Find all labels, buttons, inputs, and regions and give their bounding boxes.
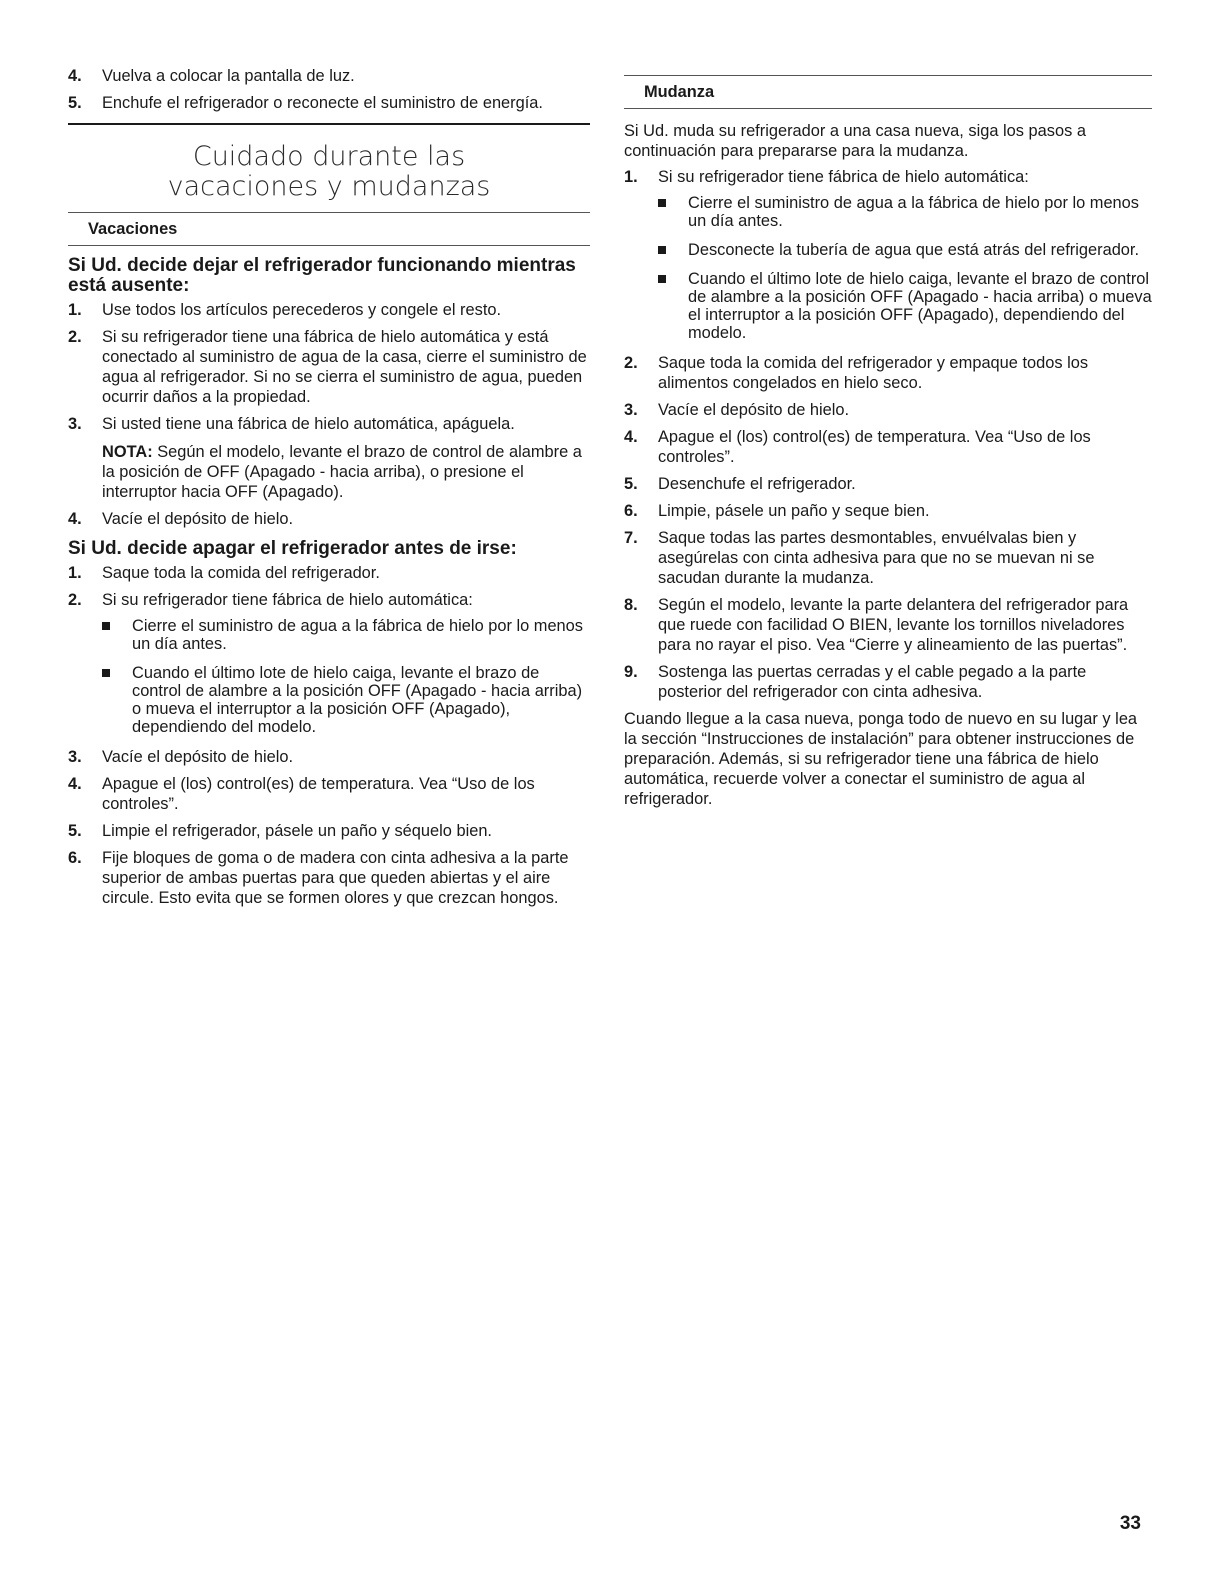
list-item: 3. Vacíe el depósito de hielo. [68, 748, 294, 766]
square-bullet-icon [658, 199, 666, 207]
list-item: 1. Saque toda la comida del refrigerador. [68, 564, 380, 582]
list-item: 2. Si su refrigerador tiene fábrica de hielo automática: Cierre el suministro de agua a la fábrica de hielo por lo menos un día antes. Cuando el último lote de hielo caiga, levante el brazo de control de alambre a la posición OFF (Apagado - hacia arriba) o mueva el interruptor a la posición OFF (Apagado), dependiendo del modelo. [68, 590, 590, 736]
list-item: 1. Si su refrigerador tiene fábrica de hielo automática: Cierre el suministro de agua a la fábrica de hielo por lo menos un día antes. Desconecte la tubería de agua que está atrás del refrigerador. Cuando el último lote de hielo caiga, levante el brazo de control de alambre a la posición OFF (Apagado - hacia arriba) o mueva el interruptor a la posición OFF (Apagado), dependiendo del modelo. [624, 168, 1152, 342]
heading-leaving-on: Si Ud. decide dejar el refrigerador funcionando mientras está ausente: [68, 255, 576, 296]
list-item: 2. Si su refrigerador tiene una fábrica de hielo automática y está conectado al suministro de agua de la casa, cierre el suministro de agua al refrigerador. Si no se cierra el suministro de agua, pueden ocurrir daños a la propiedad. [68, 328, 587, 406]
list-item: 1. Use todos los artículos perecederos y congele el resto. [68, 301, 502, 319]
turning-off-list [68, 563, 590, 908]
leaving-on-list [68, 300, 590, 529]
bullet-item: Cierre el suministro de agua a la fábrica de hielo por lo menos un día antes. [102, 617, 590, 653]
divider [68, 245, 590, 246]
square-bullet-icon [658, 246, 666, 254]
note: NOTA: Según el modelo, levante el brazo de control de alambre a la posición de OFF (Apagado - hacia arriba), o presione el interruptor hacia OFF (Apagado). [102, 443, 582, 501]
bullet-list [102, 617, 590, 736]
bullet-item: Cuando el último lote de hielo caiga, levante el brazo de control de alambre a la posición OFF (Apagado - hacia arriba) o mueva el interruptor a la posición OFF (Apagado), dependiendo del modelo. [658, 270, 1152, 342]
list-item: 5. Limpie el refrigerador, pásele un paño y séquelo bien. [68, 822, 492, 840]
left-column [68, 66, 590, 915]
section-title: Cuidado durante las vacaciones y mudanzas [167, 141, 491, 202]
list-item: 2. Saque toda la comida del refrigerador y empaque todos los alimentos congelados en hielo seco. [624, 354, 1089, 392]
list-item: 4. Vuelva a colocar la pantalla de luz. [68, 67, 355, 85]
bullet-item: Cuando el último lote de hielo caiga, levante el brazo de control de alambre a la posición OFF (Apagado - hacia arriba) o mueva el interruptor a la posición OFF (Apagado), dependiendo del modelo. [102, 664, 590, 736]
right-column [624, 75, 1152, 809]
intro-paragraph: Si Ud. muda su refrigerador a una casa nueva, siga los pasos a continuación para prepararse para la mudanza. [624, 122, 1086, 160]
closing-paragraph: Cuando llegue a la casa nueva, ponga todo de nuevo en su lugar y lea la sección “Instrucciones de instalación” para obtener instrucciones de preparación. Además, si su refrigerador tiene una fábrica de hielo automática, recuerde volver a conectar el suministro de agua al refrigerador. [624, 710, 1138, 808]
top-step-list [68, 66, 590, 113]
list-item: 4. Vacíe el depósito de hielo. [68, 510, 294, 528]
square-bullet-icon [658, 275, 666, 283]
vacaciones-header: Vacaciones [88, 220, 178, 238]
heading-turning-off: Si Ud. decide apagar el refrigerador antes de irse: [68, 538, 517, 559]
list-item: 7. Saque todas las partes desmontables, envuélvalas bien y asegúrelas con cinta adhesiva para que no se muevan ni se sacudan durante la mudanza. [624, 529, 1095, 587]
section-divider [68, 123, 590, 125]
list-item: 4. Apague el (los) control(es) de temperatura. Vea “Uso de los controles”. [68, 775, 535, 813]
bullet-item: Cierre el suministro de agua a la fábrica de hielo por lo menos un día antes. [658, 194, 1152, 230]
list-item: 8. Según el modelo, levante la parte delantera del refrigerador para que ruede con facilidad O BIEN, levante los tornillos niveladores para no rayar el piso. Vea “Cierre y alineamiento de las puertas”. [624, 596, 1129, 654]
list-item: 4. Apague el (los) control(es) de temperatura. Vea “Uso de los controles”. [624, 428, 1091, 466]
mudanza-header: Mudanza [644, 83, 715, 101]
divider [624, 108, 1152, 109]
bullet-item: Desconecte la tubería de agua que está atrás del refrigerador. [658, 241, 1152, 259]
square-bullet-icon [102, 622, 110, 630]
list-item: 9. Sostenga las puertas cerradas y el cable pegado a la parte posterior del refrigerador con cinta adhesiva. [624, 663, 1087, 701]
bullet-list [658, 194, 1152, 342]
list-item: 6. Fije bloques de goma o de madera con cinta adhesiva a la parte superior de ambas puertas para que queden abiertas y el aire circule. Esto evita que se formen olores y que crezcan hongos. [68, 849, 569, 907]
list-item: 6. Limpie, pásele un paño y seque bien. [624, 502, 930, 520]
square-bullet-icon [102, 669, 110, 677]
list-item: 3. Si usted tiene una fábrica de hielo automática, apáguela. NOTA: Según el modelo, levante el brazo de control de alambre a la posición de OFF (Apagado - hacia arriba), o presione el interruptor hacia OFF (Apagado). [68, 414, 590, 502]
list-item: 5. Enchufe el refrigerador o reconecte el suministro de energía. [68, 94, 543, 112]
moving-step-list [624, 167, 1152, 702]
page-number: 33 [1119, 1513, 1141, 1534]
list-item: 3. Vacíe el depósito de hielo. [624, 401, 850, 419]
list-item: 5. Desenchufe el refrigerador. [624, 475, 856, 493]
